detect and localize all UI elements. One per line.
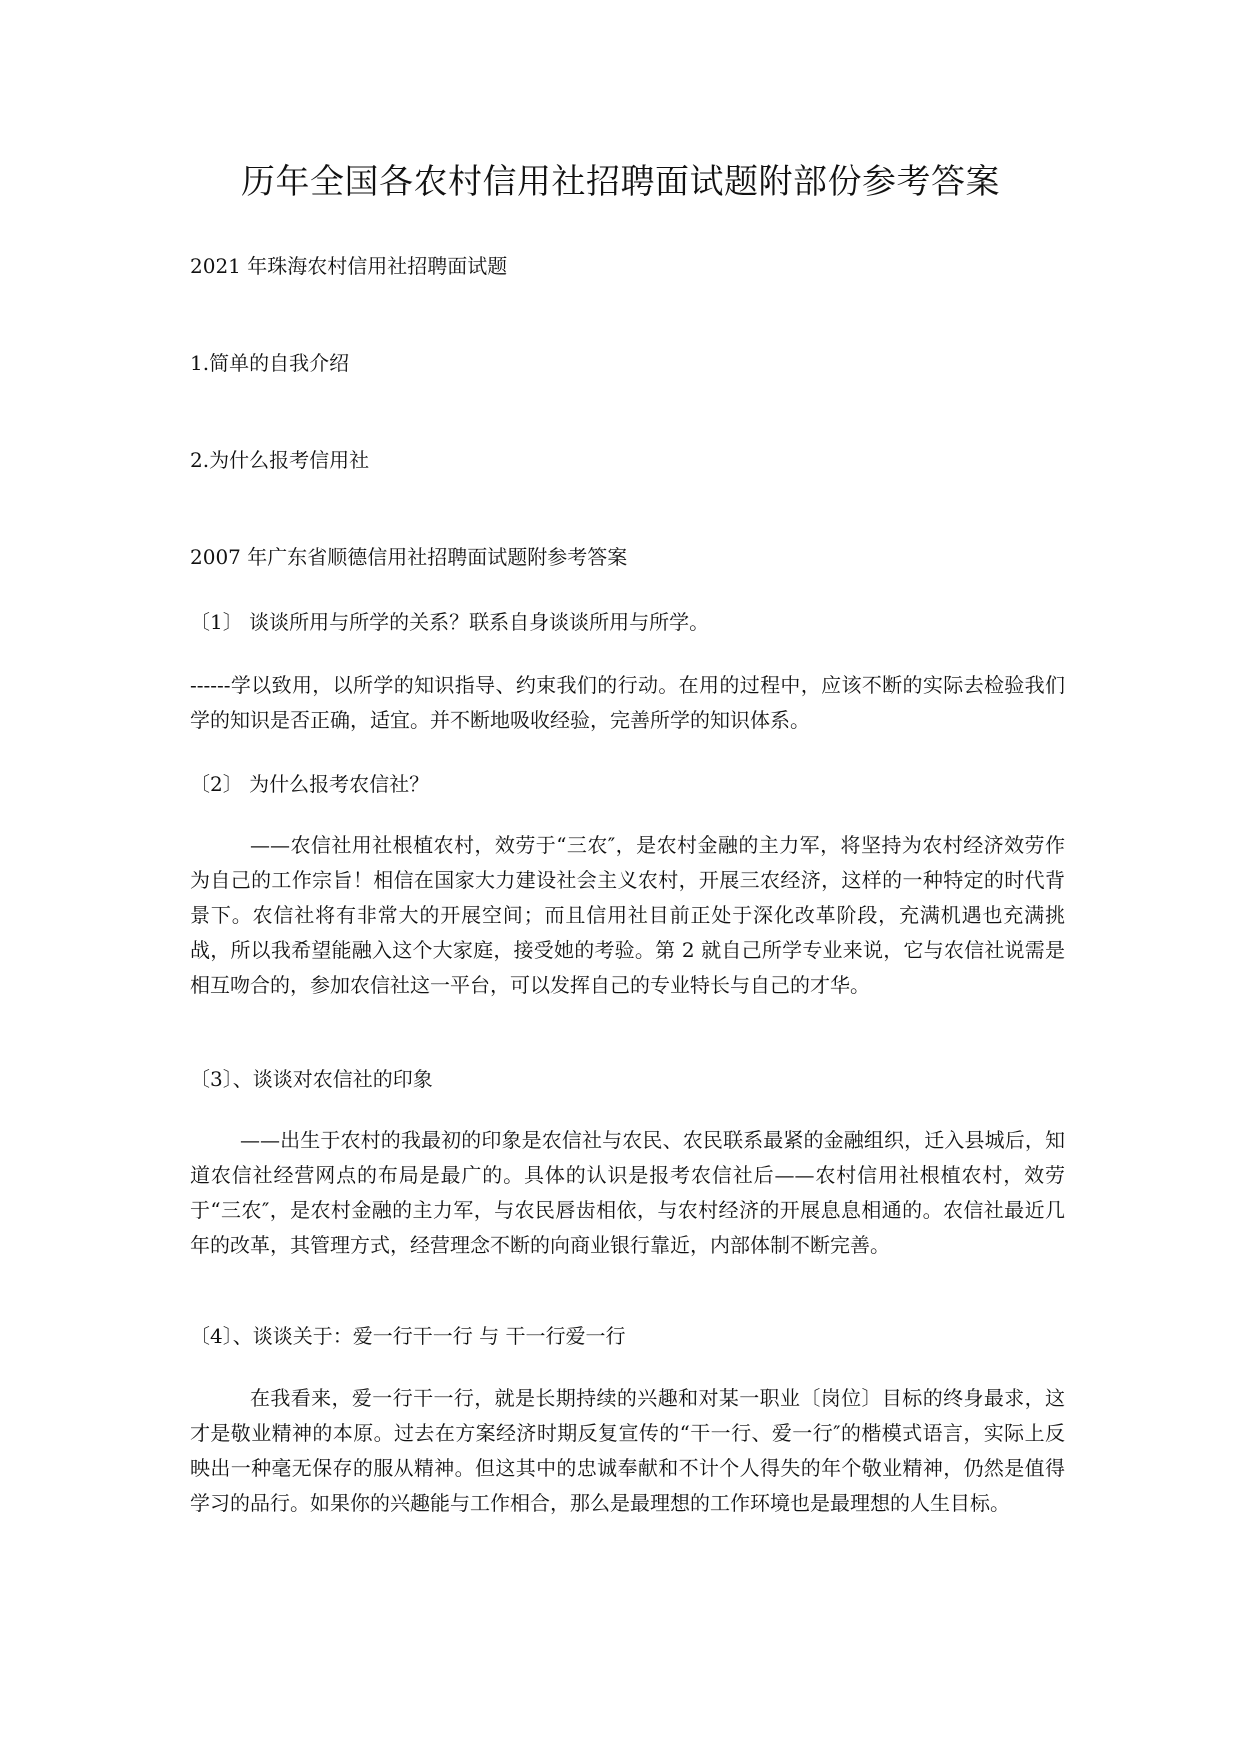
question-1: 〔1〕 谈谈所用与所学的关系？联系自身谈谈所用与所学。: [190, 610, 710, 634]
answer-1: ------学以致用，以所学的知识指导、约束我们的行动。在用的过程中，应该不断的实际去检验我们学的知识是否正确，适宜。并不断地吸收经验，完善所学的知识体系。: [190, 673, 1065, 732]
document-title: 历年全国各农村信用社招聘面试题附部份参考答案: [241, 162, 1000, 202]
question-2: 〔2〕 为什么报考农信社？: [190, 772, 430, 796]
section-heading-shunde: 2007 年广东省顺德信用社招聘面试题附参考答案: [190, 545, 628, 569]
question-3: 〔3〕、谈谈对农信社的印象: [190, 1067, 433, 1091]
answer-2: ——农信社用社根植农村，效劳于“三农″，是农村金融的主力军，将坚持为农村经济效劳作为自己的工作宗旨！相信在国家大力建设社会主义农村，开展三农经济，这样的一种特定的时代背景下。农信社将有非常大的开展空间；而且信用社目前正处于深化改革阶段，充满机遇也充满挑战，所以我希望能融入这个大家庭，接受她的考验。第 2 就自己所学专业来说，它与农信社说需是相互吻合的，参加农信社这一平台，可以发挥自己的专业特长与自己的才华。: [190, 833, 1065, 997]
question-self-intro: 1.简单的自我介绍: [190, 351, 350, 375]
answer-3: ——出生于农村的我最初的印象是农信社与农民、农民联系最紧的金融组织，迁入县城后，知道农信社经营网点的布局是最广的。具体的认识是报考农信社后——农村信用社根植农村，效劳于“三农″，是农村金融的主力军，与农民唇齿相依，与农村经济的开展息息相通的。农信社最近几年的改革，其管理方式，经营理念不断的向商业银行靠近，内部体制不断完善。: [190, 1128, 1065, 1257]
question-4: 〔4〕、谈谈关于：爱一行干一行 与 干一行爱一行: [190, 1324, 626, 1348]
question-why-apply: 2.为什么报考信用社: [190, 448, 370, 472]
section-heading-zhuhai: 2021 年珠海农村信用社招聘面试题: [190, 254, 508, 278]
answer-4: 在我看来，爱一行干一行，就是长期持续的兴趣和对某一职业〔岗位〕目标的终身最求，这才是敬业精神的本原。过去在方案经济时期反复宣传的“干一行、爱一行″的楷模式语言，实际上反映出一种毫无保存的服从精神。但这其中的忠诚奉献和不计个人得失的年个敬业精神，仍然是值得学习的品行。如果你的兴趣能与工作相合，那么是最理想的工作环境也是最理想的人生目标。: [190, 1386, 1065, 1515]
